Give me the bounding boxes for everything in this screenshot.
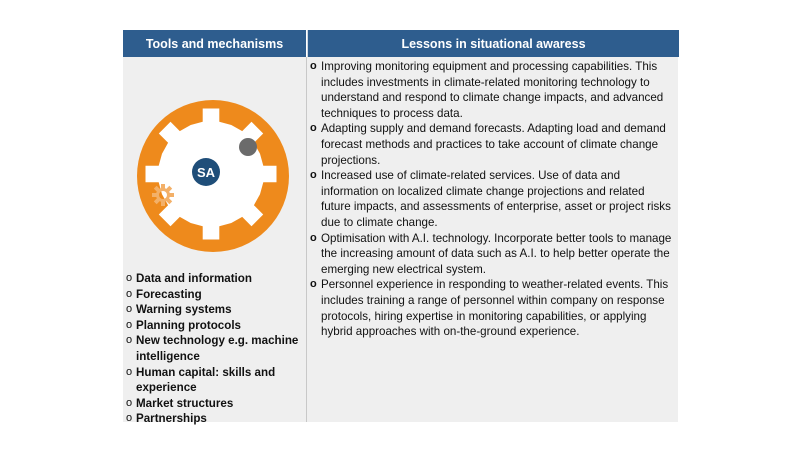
tool-item-text: Market structures bbox=[136, 396, 234, 410]
lesson-item bbox=[310, 231, 676, 278]
tool-item-text: Partnerships bbox=[136, 412, 207, 426]
tool-item-text: Planning protocols bbox=[136, 318, 241, 332]
tool-item-text: New technology e.g. machine intelligence bbox=[136, 334, 299, 363]
lesson-item bbox=[310, 59, 676, 121]
small-gear-tooth bbox=[169, 193, 174, 197]
lesson-item-text: Increased use of climate-related services. Use of data and information on localized climate change projections and related future impacts, and assessments of enterprise, asset or project risks due to climate change. bbox=[321, 169, 671, 229]
tools-column bbox=[123, 57, 307, 426]
sa-gear-icon bbox=[135, 98, 291, 254]
tool-item bbox=[126, 411, 304, 427]
gray-dot-icon bbox=[239, 138, 257, 156]
bullet-marker: o bbox=[126, 365, 133, 378]
tool-item bbox=[126, 318, 304, 334]
lessons-list bbox=[310, 59, 676, 340]
bullet-marker: o bbox=[310, 169, 317, 182]
tool-item bbox=[126, 302, 304, 318]
bullet-marker: o bbox=[126, 272, 133, 284]
tool-item bbox=[126, 287, 304, 303]
lessons-column bbox=[307, 57, 678, 422]
lesson-item-text: Adapting supply and demand forecasts. Adapting load and demand forecast methods and practices to take account of climate change projections. bbox=[321, 122, 666, 167]
tool-item bbox=[126, 333, 304, 364]
small-gear-tooth bbox=[161, 184, 165, 189]
tool-item-text: Data and information bbox=[136, 272, 252, 285]
sa-gear-illustration bbox=[135, 98, 291, 254]
bullet-marker: o bbox=[126, 412, 133, 425]
small-gear-tooth bbox=[152, 193, 157, 197]
small-gear-tooth bbox=[161, 201, 165, 206]
bullet-marker: o bbox=[126, 396, 133, 409]
bullet-marker: o bbox=[126, 318, 133, 331]
bullet-marker: o bbox=[310, 231, 317, 244]
tool-item-text: Forecasting bbox=[136, 287, 202, 301]
tool-item bbox=[126, 271, 304, 287]
lesson-item bbox=[310, 277, 676, 339]
tool-item-text: Human capital: skills and experience bbox=[136, 365, 276, 395]
lesson-item-text: Personnel experience in responding to weather-related events. This includes training a range of personnel within company on response protocols, hiring expertise in monitoring capabilities, or applying hybrid approaches with on-the-ground experience. bbox=[321, 278, 669, 339]
bullet-marker: o bbox=[310, 278, 317, 291]
tools-column-header: Tools and mechanisms bbox=[123, 30, 306, 57]
bullet-marker: o bbox=[310, 60, 317, 72]
sa-badge-label: SA bbox=[196, 165, 216, 180]
lesson-item-text: Optimisation with A.I. technology. Incorporate better tools to manage the increasing amount of data such as A.I. to help better operate the emerging new electrical system. bbox=[321, 231, 672, 276]
lessons-column-header: Lessons in situational awaress bbox=[307, 30, 679, 57]
tools-list bbox=[126, 271, 304, 427]
lesson-item bbox=[310, 168, 676, 230]
bullet-marker: o bbox=[126, 303, 133, 316]
tool-item bbox=[126, 396, 304, 412]
lesson-item bbox=[310, 121, 676, 168]
situational-awareness-table bbox=[123, 30, 678, 426]
lesson-item-text: Improving monitoring equipment and processing capabilities. This includes investments in climate-related monitoring technology to understand and respond to climate change impacts, and advanced techniques to process data. bbox=[321, 60, 664, 120]
bullet-marker: o bbox=[310, 122, 317, 135]
tool-item bbox=[126, 365, 304, 396]
bullet-marker: o bbox=[126, 287, 133, 300]
tool-item-text: Warning systems bbox=[136, 303, 232, 317]
bullet-marker: o bbox=[126, 334, 133, 347]
